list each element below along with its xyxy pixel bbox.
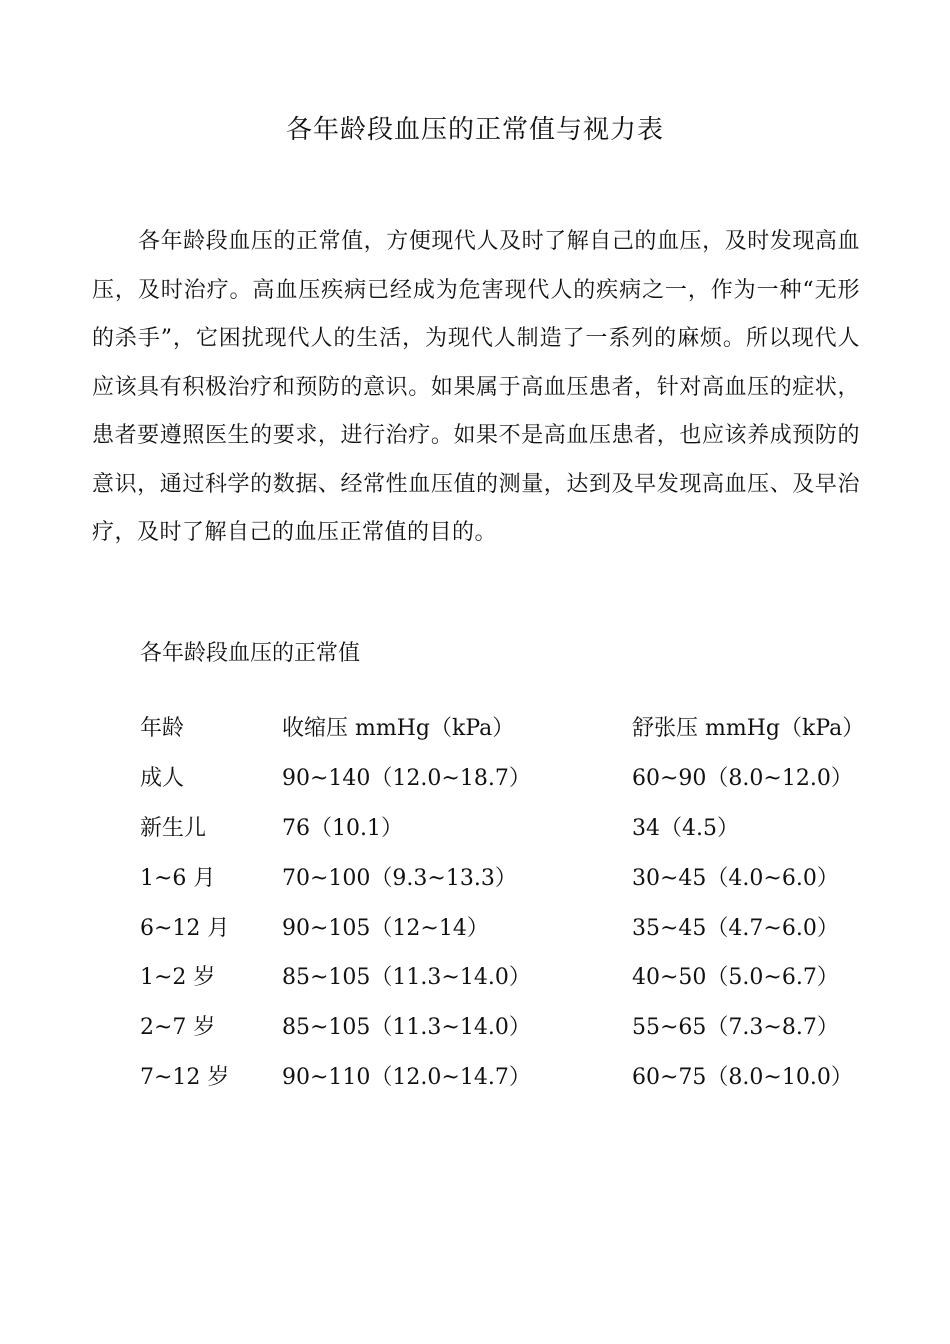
header-diastolic: 舒张压 mmHg（kPa） — [632, 716, 865, 742]
cell-systolic: 90~105（12~14） — [282, 915, 489, 941]
cell-diastolic: 30~45（4.0~6.0） — [632, 865, 839, 891]
cell-systolic: 85~105（11.3~14.0） — [282, 1015, 531, 1041]
cell-age: 1~2 岁 — [140, 965, 216, 991]
intro-paragraph: 各年龄段血压的正常值，方便现代人及时了解自己的血压，及时发现高血 压，及时治疗。高血压疾病已经成为危害现代人的疾病之一，作为一种“无形的杀手”，它困扰现代人的生活，为现代人制造了一系列的麻烦。所以现代人应该具有积极治疗和预防的意识。如果属于高血压患者，针对高血压的症状，患者要遵照医生的要求，进行治疗。如果不是高血压患者，也应该养成预防的意识，通过科学的数据、经常性血压值的测量，达到及早发现高血压、及早治疗，及时了解自己的血压正常值的目的。 — [92, 229, 860, 545]
cell-systolic: 85~105（11.3~14.0） — [282, 965, 531, 991]
cell-systolic: 76（10.1） — [282, 815, 403, 841]
cell-systolic: 70~100（9.3~13.3） — [282, 865, 517, 891]
header-systolic: 收缩压 mmHg（kPa） — [282, 716, 515, 742]
table-row — [140, 1001, 872, 1051]
section-title: 各年龄段血压的正常值 — [140, 641, 361, 666]
cell-age: 成人 — [140, 766, 185, 792]
cell-diastolic: 60~75（8.0~10.0） — [632, 1064, 853, 1090]
table-row — [140, 1051, 872, 1101]
blood-pressure-table — [140, 702, 872, 1100]
cell-diastolic: 55~65（7.3~8.7） — [632, 1015, 839, 1041]
cell-systolic: 90~110（12.0~14.7） — [282, 1064, 531, 1090]
cell-age: 新生儿 — [140, 815, 207, 841]
table-header-row — [140, 702, 872, 752]
cell-systolic: 90~140（12.0~18.7） — [282, 766, 531, 792]
table-row — [140, 752, 872, 802]
cell-diastolic: 34（4.5） — [632, 815, 739, 841]
cell-diastolic: 40~50（5.0~6.7） — [632, 965, 839, 991]
cell-age: 2~7 岁 — [140, 1015, 216, 1041]
cell-diastolic: 35~45（4.7~6.0） — [632, 915, 839, 941]
table-row — [140, 901, 872, 951]
cell-age: 1~6 月 — [140, 865, 216, 891]
cell-age: 6~12 月 — [140, 915, 230, 941]
document-title: 各年龄段血压的正常值与视力表 — [285, 115, 664, 145]
table-row — [140, 951, 872, 1001]
cell-age: 7~12 岁 — [140, 1064, 230, 1090]
header-age: 年龄 — [140, 716, 185, 742]
cell-diastolic: 60~90（8.0~12.0） — [632, 766, 853, 792]
table-row — [140, 802, 872, 852]
table-row — [140, 851, 872, 901]
